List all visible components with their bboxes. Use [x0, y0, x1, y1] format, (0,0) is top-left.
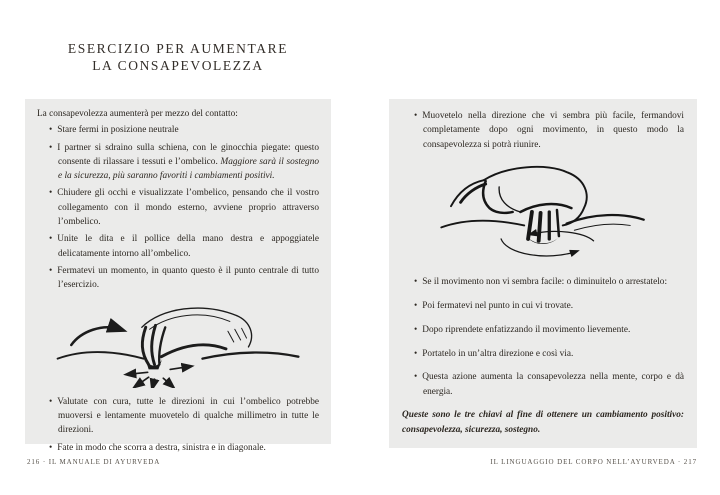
bullet-icon: •	[49, 188, 53, 199]
bullet-text: Stare fermi in posizione neutrale	[57, 125, 179, 136]
list-item	[402, 370, 684, 399]
bullet-text: Unite le dita e il pollice della mano destra e appoggiatele delicatamente intorno all’ombelico.	[57, 234, 319, 259]
left-instruction-panel	[25, 99, 331, 453]
bullet-text: Questa azione aumenta la consapevolezza nella mente, corpo e dà energia.	[422, 372, 684, 397]
hand-on-navel-rotation-illustration	[402, 158, 684, 269]
list-item	[37, 141, 319, 184]
page-title	[25, 40, 331, 74]
bullet-icon: •	[49, 125, 53, 136]
bullet-text: Dopo riprendete enfatizzando il movimento lievemente.	[422, 324, 631, 335]
right-instruction-panel	[389, 99, 697, 448]
list-item	[402, 109, 684, 152]
bullet-text: Chiudere gli occhi e visualizzate l’ombelico, pensando che il vostro collegamento con il mondo esterno, avviene proprio attraverso l’ombelico.	[57, 188, 319, 228]
page-title-line-2: LA CONSAPEVOLEZZA	[92, 58, 264, 73]
list-item	[37, 264, 319, 293]
hand-on-navel-arrows-illustration	[37, 296, 319, 393]
bullet-icon: •	[414, 324, 418, 335]
list-item	[37, 232, 319, 261]
list-item	[37, 395, 319, 438]
bullet-text: Poi fermatevi nel punto in cui vi trovate.	[422, 300, 574, 311]
bullet-text: Valutate con cura, tutte le direzioni in cui l’ombelico potrebbe muoversi e lentamente muovetelo di qualche millimetro in tutte le direzioni.	[57, 396, 319, 436]
intro-text: La consapevolezza aumenterà per mezzo del contatto:	[37, 109, 238, 119]
bullet-text: Fermatevi un momento, in quanto questo è il punto centrale di tutto l’esercizio.	[57, 265, 319, 291]
list-item	[37, 123, 319, 137]
bullet-icon: •	[414, 348, 418, 359]
bullet-icon: •	[414, 300, 418, 311]
list-item	[402, 347, 684, 361]
footer-right-page: IL LINGUAGGIO DEL CORPO NELL’AYURVEDA · 217	[490, 458, 697, 466]
bullet-text: I partner si sdraino sulla schiena, con le ginocchia piegate: questo consente di rilassare i tessuti e l’ombelico.	[57, 142, 319, 167]
bullet-icon: •	[49, 396, 53, 407]
list-item	[402, 299, 684, 313]
bullet-text-italic: Maggiore sarà il sostegno e la sicurezza, più saranno favoriti i cambiamenti positivi.	[58, 156, 320, 182]
bullet-icon: •	[49, 234, 53, 245]
bullet-icon: •	[414, 111, 418, 121]
bullet-icon: •	[414, 277, 418, 288]
list-item	[37, 186, 319, 229]
bullet-text: Muovetelo nella direzione che vi sembra più facile, fermandovi completamente dopo ogni movimento, in questo modo la consapevolezza si potrà riunire.	[422, 111, 684, 150]
footer-left-page: 216 · IL MANUALE DI AYURVEDA	[27, 458, 161, 466]
list-item	[402, 323, 684, 337]
bullet-icon: •	[49, 265, 53, 276]
conclusion-text: Queste sono le tre chiavi al fine di ottenere un cambiamento positivo: consapevolezza, sicurezza, sostegno.	[402, 410, 684, 435]
bullet-icon: •	[49, 142, 53, 153]
bullet-text: Fate in modo che scorra a destra, sinistra e in diagonale.	[57, 442, 266, 453]
bullet-icon: •	[414, 372, 418, 383]
list-item	[402, 275, 684, 289]
list-item	[37, 441, 319, 455]
bullet-text: Se il movimento non vi sembra facile: o diminuitelo o arrestatelo:	[422, 277, 668, 288]
bullet-icon: •	[49, 442, 53, 453]
page-title-line-1: ESERCIZIO PER AUMENTARE	[67, 41, 289, 56]
bullet-text: Portatelo in un’altra direzione e così via.	[422, 348, 574, 359]
